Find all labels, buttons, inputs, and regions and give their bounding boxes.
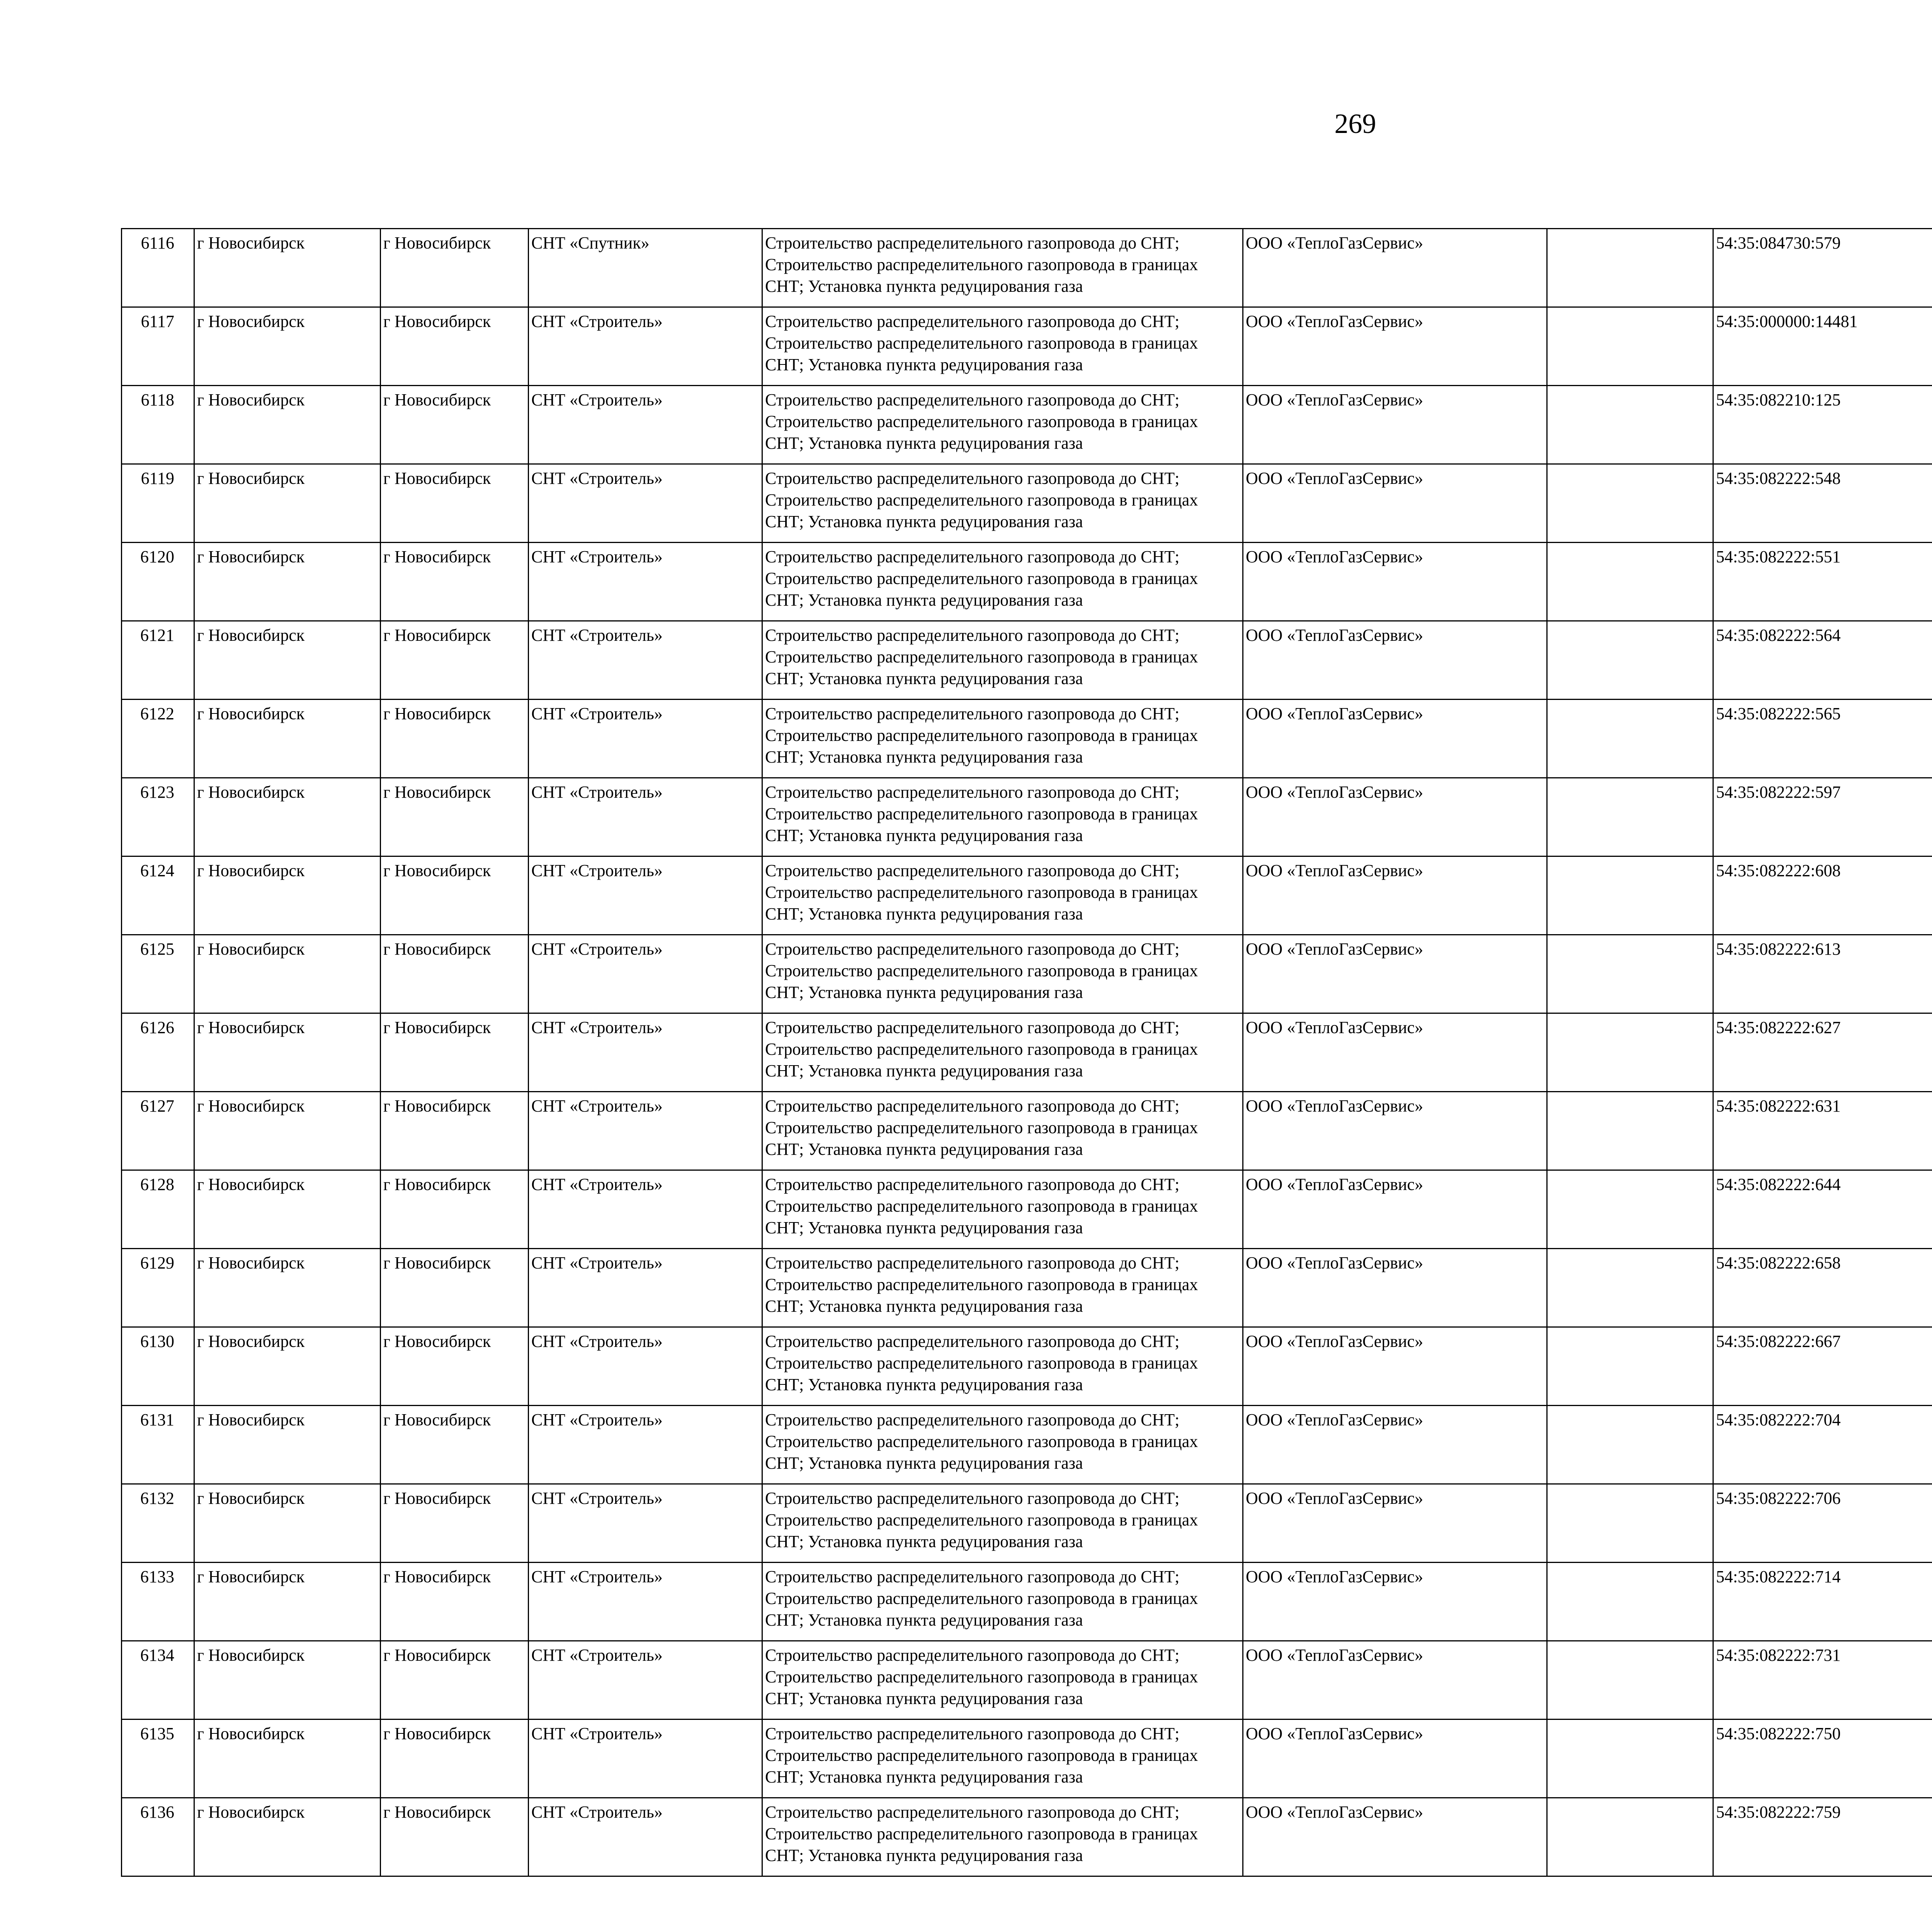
cell-municipality: г Новосибирск (194, 1720, 381, 1798)
cell-object-name: СНТ «Строитель» (529, 778, 762, 856)
cell-cadastral-number: 54:35:082222:658 (1713, 1249, 1932, 1327)
cell-works-description: Строительство распределительного газопровода до СНТ; Строительство распределительного газопровода в границах СНТ; Установка пункта редуцирования газа (762, 1170, 1243, 1249)
cell-operator: ООО «ТеплоГазСервис» (1243, 1484, 1547, 1563)
cell-operator: ООО «ТеплоГазСервис» (1243, 229, 1547, 307)
cell-municipality: г Новосибирск (194, 1641, 381, 1720)
cell-empty (1547, 1484, 1713, 1563)
cell-row-number: 6120 (122, 543, 194, 621)
cell-locality: г Новосибирск (381, 856, 529, 935)
cell-cadastral-number: 54:35:082222:667 (1713, 1327, 1932, 1406)
cell-locality: г Новосибирск (381, 229, 529, 307)
cell-row-number: 6133 (122, 1563, 194, 1641)
cell-cadastral-number: 54:35:000000:14481 (1713, 307, 1932, 386)
cell-works-description: Строительство распределительного газопровода до СНТ; Строительство распределительного газопровода в границах СНТ; Установка пункта редуцирования газа (762, 935, 1243, 1013)
cell-municipality: г Новосибирск (194, 307, 381, 386)
cell-works-description: Строительство распределительного газопровода до СНТ; Строительство распределительного газопровода в границах СНТ; Установка пункта редуцирования газа (762, 778, 1243, 856)
cell-object-name: СНТ «Спутник» (529, 229, 762, 307)
cell-operator: ООО «ТеплоГазСервис» (1243, 856, 1547, 935)
table-row (122, 1798, 1932, 1876)
cell-empty (1547, 1641, 1713, 1720)
table-row (122, 386, 1932, 464)
cell-object-name: СНТ «Строитель» (529, 1798, 762, 1876)
cell-row-number: 6124 (122, 856, 194, 935)
cell-cadastral-number: 54:35:082222:644 (1713, 1170, 1932, 1249)
cell-locality: г Новосибирск (381, 935, 529, 1013)
cell-row-number: 6135 (122, 1720, 194, 1798)
cell-municipality: г Новосибирск (194, 1484, 381, 1563)
table-row (122, 700, 1932, 778)
cell-operator: ООО «ТеплоГазСервис» (1243, 1720, 1547, 1798)
cell-object-name: СНТ «Строитель» (529, 1013, 762, 1092)
cell-empty (1547, 464, 1713, 543)
cell-operator: ООО «ТеплоГазСервис» (1243, 1563, 1547, 1641)
cell-cadastral-number: 54:35:082222:631 (1713, 1092, 1932, 1170)
cell-locality: г Новосибирск (381, 1641, 529, 1720)
table-row (122, 307, 1932, 386)
cell-operator: ООО «ТеплоГазСервис» (1243, 1641, 1547, 1720)
cell-cadastral-number: 54:35:082222:731 (1713, 1641, 1932, 1720)
cell-cadastral-number: 54:35:082222:714 (1713, 1563, 1932, 1641)
cell-municipality: г Новосибирск (194, 621, 381, 700)
cell-municipality: г Новосибирск (194, 1170, 381, 1249)
cell-row-number: 6132 (122, 1484, 194, 1563)
cell-empty (1547, 386, 1713, 464)
cell-works-description: Строительство распределительного газопровода до СНТ; Строительство распределительного газопровода в границах СНТ; Установка пункта редуцирования газа (762, 1641, 1243, 1720)
cell-operator: ООО «ТеплоГазСервис» (1243, 307, 1547, 386)
cell-empty (1547, 1249, 1713, 1327)
cell-row-number: 6136 (122, 1798, 194, 1876)
cell-municipality: г Новосибирск (194, 386, 381, 464)
table-row (122, 778, 1932, 856)
cell-locality: г Новосибирск (381, 1013, 529, 1092)
cell-object-name: СНТ «Строитель» (529, 856, 762, 935)
cell-works-description: Строительство распределительного газопровода до СНТ; Строительство распределительного газопровода в границах СНТ; Установка пункта редуцирования газа (762, 1484, 1243, 1563)
cell-operator: ООО «ТеплоГазСервис» (1243, 1327, 1547, 1406)
cell-row-number: 6118 (122, 386, 194, 464)
cell-municipality: г Новосибирск (194, 1013, 381, 1092)
cell-operator: ООО «ТеплоГазСервис» (1243, 778, 1547, 856)
gasification-register-table (121, 228, 1932, 1877)
cell-row-number: 6117 (122, 307, 194, 386)
cell-cadastral-number: 54:35:082222:627 (1713, 1013, 1932, 1092)
cell-row-number: 6123 (122, 778, 194, 856)
cell-works-description: Строительство распределительного газопровода до СНТ; Строительство распределительного газопровода в границах СНТ; Установка пункта редуцирования газа (762, 464, 1243, 543)
cell-object-name: СНТ «Строитель» (529, 935, 762, 1013)
cell-object-name: СНТ «Строитель» (529, 1484, 762, 1563)
cell-works-description: Строительство распределительного газопровода до СНТ; Строительство распределительного газопровода в границах СНТ; Установка пункта редуцирования газа (762, 1406, 1243, 1484)
table-body (122, 229, 1932, 1876)
cell-row-number: 6130 (122, 1327, 194, 1406)
cell-empty (1547, 1013, 1713, 1092)
cell-works-description: Строительство распределительного газопровода до СНТ; Строительство распределительного газопровода в границах СНТ; Установка пункта редуцирования газа (762, 1563, 1243, 1641)
table-row (122, 1170, 1932, 1249)
page-number: 269 (1334, 108, 1376, 139)
cell-object-name: СНТ «Строитель» (529, 1641, 762, 1720)
cell-object-name: СНТ «Строитель» (529, 700, 762, 778)
cell-empty (1547, 856, 1713, 935)
cell-cadastral-number: 54:35:082210:125 (1713, 386, 1932, 464)
cell-locality: г Новосибирск (381, 1170, 529, 1249)
cell-row-number: 6134 (122, 1641, 194, 1720)
cell-operator: ООО «ТеплоГазСервис» (1243, 1406, 1547, 1484)
cell-operator: ООО «ТеплоГазСервис» (1243, 386, 1547, 464)
cell-object-name: СНТ «Строитель» (529, 464, 762, 543)
cell-empty (1547, 307, 1713, 386)
cell-cadastral-number: 54:35:082222:613 (1713, 935, 1932, 1013)
cell-locality: г Новосибирск (381, 1092, 529, 1170)
cell-municipality: г Новосибирск (194, 543, 381, 621)
cell-municipality: г Новосибирск (194, 464, 381, 543)
cell-works-description: Строительство распределительного газопровода до СНТ; Строительство распределительного газопровода в границах СНТ; Установка пункта редуцирования газа (762, 621, 1243, 700)
cell-object-name: СНТ «Строитель» (529, 543, 762, 621)
cell-row-number: 6129 (122, 1249, 194, 1327)
cell-operator: ООО «ТеплоГазСервис» (1243, 543, 1547, 621)
cell-row-number: 6128 (122, 1170, 194, 1249)
cell-locality: г Новосибирск (381, 700, 529, 778)
cell-works-description: Строительство распределительного газопровода до СНТ; Строительство распределительного газопровода в границах СНТ; Установка пункта редуцирования газа (762, 1798, 1243, 1876)
cell-municipality: г Новосибирск (194, 1092, 381, 1170)
cell-works-description: Строительство распределительного газопровода до СНТ; Строительство распределительного газопровода в границах СНТ; Установка пункта редуцирования газа (762, 307, 1243, 386)
cell-cadastral-number: 54:35:082222:565 (1713, 700, 1932, 778)
cell-operator: ООО «ТеплоГазСервис» (1243, 1249, 1547, 1327)
cell-operator: ООО «ТеплоГазСервис» (1243, 1013, 1547, 1092)
cell-empty (1547, 1327, 1713, 1406)
cell-row-number: 6126 (122, 1013, 194, 1092)
cell-operator: ООО «ТеплоГазСервис» (1243, 935, 1547, 1013)
cell-empty (1547, 1406, 1713, 1484)
cell-operator: ООО «ТеплоГазСервис» (1243, 621, 1547, 700)
cell-row-number: 6116 (122, 229, 194, 307)
cell-works-description: Строительство распределительного газопровода до СНТ; Строительство распределительного газопровода в границах СНТ; Установка пункта редуцирования газа (762, 229, 1243, 307)
cell-locality: г Новосибирск (381, 1406, 529, 1484)
table-row (122, 464, 1932, 543)
cell-municipality: г Новосибирск (194, 1798, 381, 1876)
table-row (122, 1484, 1932, 1563)
cell-row-number: 6125 (122, 935, 194, 1013)
cell-works-description: Строительство распределительного газопровода до СНТ; Строительство распределительного газопровода в границах СНТ; Установка пункта редуцирования газа (762, 1720, 1243, 1798)
cell-row-number: 6122 (122, 700, 194, 778)
cell-works-description: Строительство распределительного газопровода до СНТ; Строительство распределительного газопровода в границах СНТ; Установка пункта редуцирования газа (762, 543, 1243, 621)
table-row (122, 1641, 1932, 1720)
cell-works-description: Строительство распределительного газопровода до СНТ; Строительство распределительного газопровода в границах СНТ; Установка пункта редуцирования газа (762, 1327, 1243, 1406)
cell-cadastral-number: 54:35:082222:759 (1713, 1798, 1932, 1876)
cell-municipality: г Новосибирск (194, 935, 381, 1013)
cell-empty (1547, 1720, 1713, 1798)
cell-locality: г Новосибирск (381, 543, 529, 621)
cell-empty (1547, 700, 1713, 778)
table-row (122, 935, 1932, 1013)
cell-empty (1547, 1092, 1713, 1170)
cell-locality: г Новосибирск (381, 307, 529, 386)
table-row (122, 856, 1932, 935)
cell-works-description: Строительство распределительного газопровода до СНТ; Строительство распределительного газопровода в границах СНТ; Установка пункта редуцирования газа (762, 856, 1243, 935)
cell-empty (1547, 1563, 1713, 1641)
cell-municipality: г Новосибирск (194, 1563, 381, 1641)
cell-works-description: Строительство распределительного газопровода до СНТ; Строительство распределительного газопровода в границах СНТ; Установка пункта редуцирования газа (762, 700, 1243, 778)
cell-empty (1547, 1798, 1713, 1876)
table-row (122, 229, 1932, 307)
cell-empty (1547, 778, 1713, 856)
cell-cadastral-number: 54:35:082222:704 (1713, 1406, 1932, 1484)
cell-object-name: СНТ «Строитель» (529, 307, 762, 386)
cell-object-name: СНТ «Строитель» (529, 1249, 762, 1327)
cell-cadastral-number: 54:35:082222:551 (1713, 543, 1932, 621)
cell-object-name: СНТ «Строитель» (529, 621, 762, 700)
cell-object-name: СНТ «Строитель» (529, 1720, 762, 1798)
cell-row-number: 6127 (122, 1092, 194, 1170)
cell-cadastral-number: 54:35:082222:750 (1713, 1720, 1932, 1798)
table-row (122, 1092, 1932, 1170)
table-row (122, 1013, 1932, 1092)
cell-cadastral-number: 54:35:082222:608 (1713, 856, 1932, 935)
cell-operator: ООО «ТеплоГазСервис» (1243, 1092, 1547, 1170)
table-row (122, 621, 1932, 700)
cell-empty (1547, 621, 1713, 700)
cell-operator: ООО «ТеплоГазСервис» (1243, 1798, 1547, 1876)
table-row (122, 1406, 1932, 1484)
cell-operator: ООО «ТеплоГазСервис» (1243, 464, 1547, 543)
cell-row-number: 6119 (122, 464, 194, 543)
cell-object-name: СНТ «Строитель» (529, 1170, 762, 1249)
cell-municipality: г Новосибирск (194, 1249, 381, 1327)
cell-municipality: г Новосибирск (194, 229, 381, 307)
cell-row-number: 6131 (122, 1406, 194, 1484)
cell-works-description: Строительство распределительного газопровода до СНТ; Строительство распределительного газопровода в границах СНТ; Установка пункта редуцирования газа (762, 1249, 1243, 1327)
cell-locality: г Новосибирск (381, 386, 529, 464)
cell-municipality: г Новосибирск (194, 1406, 381, 1484)
cell-empty (1547, 543, 1713, 621)
cell-locality: г Новосибирск (381, 621, 529, 700)
cell-works-description: Строительство распределительного газопровода до СНТ; Строительство распределительного газопровода в границах СНТ; Установка пункта редуцирования газа (762, 1013, 1243, 1092)
table-row (122, 1720, 1932, 1798)
table-row (122, 1563, 1932, 1641)
cell-locality: г Новосибирск (381, 464, 529, 543)
cell-locality: г Новосибирск (381, 778, 529, 856)
cell-locality: г Новосибирск (381, 1798, 529, 1876)
cell-locality: г Новосибирск (381, 1327, 529, 1406)
cell-operator: ООО «ТеплоГазСервис» (1243, 1170, 1547, 1249)
cell-municipality: г Новосибирск (194, 700, 381, 778)
cell-object-name: СНТ «Строитель» (529, 1563, 762, 1641)
cell-locality: г Новосибирск (381, 1563, 529, 1641)
cell-locality: г Новосибирск (381, 1720, 529, 1798)
cell-object-name: СНТ «Строитель» (529, 1092, 762, 1170)
cell-object-name: СНТ «Строитель» (529, 386, 762, 464)
table-row (122, 1249, 1932, 1327)
table-row (122, 543, 1932, 621)
cell-locality: г Новосибирск (381, 1484, 529, 1563)
cell-cadastral-number: 54:35:082222:706 (1713, 1484, 1932, 1563)
cell-works-description: Строительство распределительного газопровода до СНТ; Строительство распределительного газопровода в границах СНТ; Установка пункта редуцирования газа (762, 1092, 1243, 1170)
cell-object-name: СНТ «Строитель» (529, 1406, 762, 1484)
cell-municipality: г Новосибирск (194, 1327, 381, 1406)
cell-cadastral-number: 54:35:084730:579 (1713, 229, 1932, 307)
cell-operator: ООО «ТеплоГазСервис» (1243, 700, 1547, 778)
cell-empty (1547, 229, 1713, 307)
table-row (122, 1327, 1932, 1406)
cell-cadastral-number: 54:35:082222:548 (1713, 464, 1932, 543)
cell-cadastral-number: 54:35:082222:564 (1713, 621, 1932, 700)
cell-cadastral-number: 54:35:082222:597 (1713, 778, 1932, 856)
cell-row-number: 6121 (122, 621, 194, 700)
cell-empty (1547, 935, 1713, 1013)
cell-empty (1547, 1170, 1713, 1249)
cell-municipality: г Новосибирск (194, 778, 381, 856)
cell-municipality: г Новосибирск (194, 856, 381, 935)
cell-object-name: СНТ «Строитель» (529, 1327, 762, 1406)
cell-works-description: Строительство распределительного газопровода до СНТ; Строительство распределительного газопровода в границах СНТ; Установка пункта редуцирования газа (762, 386, 1243, 464)
cell-locality: г Новосибирск (381, 1249, 529, 1327)
